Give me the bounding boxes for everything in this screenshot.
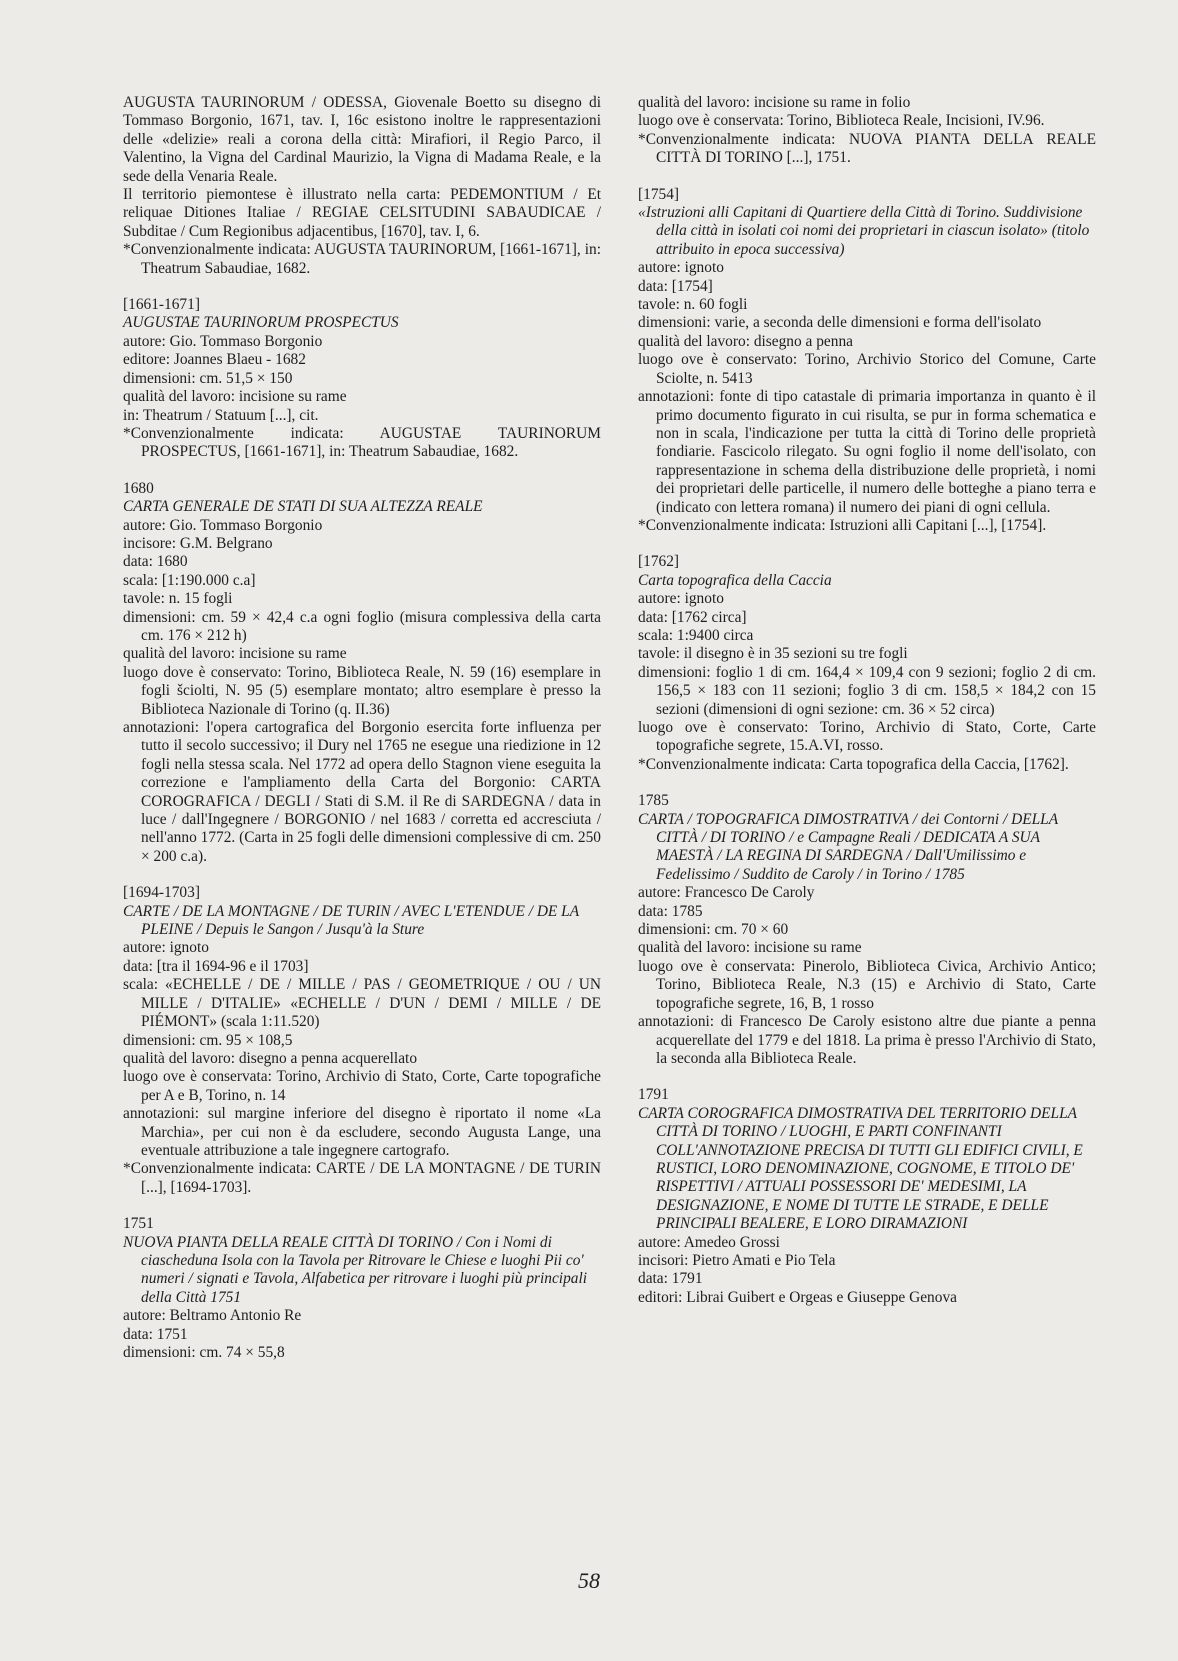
catalog-entry-1762	[638, 553, 1096, 774]
intro-block	[123, 94, 601, 278]
entry-date: 1791	[638, 1086, 669, 1104]
catalog-entry-1661	[123, 296, 601, 462]
entry-field: autore: Beltramo Antonio Re	[123, 1307, 302, 1325]
entry-title: CARTE / DE LA MONTAGNE / DE TURIN / AVEC L'ETENDUE / DE LA PLEINE / Depuis le Sangon / Jusqu'à la Sture	[123, 902, 579, 939]
entry-field: editore: Joannes Blaeu - 1682	[123, 351, 306, 369]
entry-field: qualità del lavoro: disegno a penna	[638, 332, 853, 350]
intro-paragraph: Il territorio piemontese è illustrato nella carta: PEDEMONTIUM / Et reliquae Ditiones Italiae / REGIAE CELSITUDINI SABAUDICAE / Subditae / Cum Regionibus adjacentibus, [1670], tav. I, 6.	[123, 186, 601, 240]
entry-field: data: [1762 circa]	[638, 608, 747, 626]
entry-annotation: annotazioni: fonte di tipo catastale di primaria importanza in quanto è il primo documento figurato in cui risulta, se pur in forma schematica e non in scala, l'indicazione per tutta la città di Torino delle proprietà fondiarie. Fascicolo rilegato. Su ogni foglio il nome dell'isolato, con rappresentazione in schema della distribuzione delle proprietà, i nomi dei proprietari delle particelle, il numero delle botteghe a piano terra e (indicato con lettera romana) il numero dei piani di ogni cellula.	[638, 388, 1096, 516]
entry-field: autore: Gio. Tommaso Borgonio	[123, 332, 323, 350]
entry-field: data: 1791	[638, 1270, 703, 1288]
entry-field: autore: Gio. Tommaso Borgonio	[123, 516, 323, 534]
intro-note: *Convenzionalmente indicata: AUGUSTA TAURINORUM, [1661-1671], in: Theatrum Sabaudiae, 1682.	[123, 241, 601, 277]
intro-paragraph: AUGUSTA TAURINORUM / ODESSA, Giovenale Boetto su disegno di Tommaso Borgonio, 1671, tav. I, 16c esistono inoltre le rappresentazioni delle «delizie» reali a corona della città: Mirafiori, il Regio Parco, il Valentino, la Vigna del Cardinal Maurizio, la Vigna di Madama Reale, e la sede della Venaria Reale.	[123, 94, 601, 185]
catalog-entry-1694	[123, 884, 601, 1197]
catalog-entry-1754	[638, 186, 1096, 536]
right-column	[638, 94, 1096, 1307]
entry-field: qualità del lavoro: incisione su rame in folio	[638, 94, 911, 111]
entry-field: luogo dove è conservato: Torino, Biblioteca Reale, N. 59 (16) esemplare in fogli šciolti, N. 95 (5) esemplare montato; altro esemplare è presso la Biblioteca Nazionale di Torino (q. II.36)	[123, 663, 601, 718]
entry-field: qualità del lavoro: incisione su rame	[123, 645, 347, 663]
entry-field: data: [tra il 1694-96 e il 1703]	[123, 957, 309, 975]
entry-title: NUOVA PIANTA DELLA REALE CITTÀ DI TORINO / Con i Nomi di ciascheduna Isola con la Tavola per Ritrovare le Chiese e luoghi Pii co' numeri / signati e Tavola, Alfabetica per ritrovare i luoghi più principali della Città 1751	[123, 1233, 588, 1306]
left-column	[123, 94, 601, 1362]
entry-title: «Istruzioni alli Capitani di Quartiere della Città di Torino. Suddivisione della città in isolati coi nomi dei proprietari in ciascun isolato» (titolo attribuito in epoca successiva)	[638, 204, 1090, 258]
entry-field: data: 1680	[123, 553, 188, 571]
entry-field: tavole: n. 15 fogli	[123, 590, 233, 608]
entry-title: CARTA GENERALE DE STATI DI SUA ALTEZZA REALE	[123, 498, 483, 516]
entry-field: luogo ove è conservata: Torino, Archivio di Stato, Corte, Carte topografiche per A e B, Torino, n. 14	[123, 1068, 601, 1104]
entry-field: in: Theatrum / Statuum [...], cit.	[123, 406, 319, 424]
entry-field: dimensioni: varie, a seconda delle dimensioni e forma dell'isolato	[638, 314, 1042, 332]
entry-field: data: 1785	[638, 902, 703, 920]
entry-field: autore: ignoto	[638, 590, 724, 608]
entry-field: luogo ove è conservato: Torino, Archivio Storico del Comune, Carte Sciolte, n. 5413	[638, 351, 1096, 387]
entry-field: autore: ignoto	[123, 939, 209, 957]
entry-field: luogo ove è conservata: Torino, Biblioteca Reale, Incisioni, IV.96.	[638, 112, 1045, 130]
entry-field: luogo ove è conservata: Pinerolo, Biblioteca Civica, Archivio Antico; Torino, Biblioteca Reale, N.3 (15) e Archivio di Stato, Carte topografiche segrete, 16, B, 1 rosso	[638, 957, 1096, 1012]
catalog-entry-1785	[638, 792, 1096, 1068]
entry-field: dimensioni: cm. 59 × 42,4 c.a ogni foglio (misura complessiva della carta cm. 176 × 212 h)	[123, 608, 601, 644]
entry-field: dimensioni: cm. 95 × 108,5	[123, 1031, 293, 1049]
entry-field: scala: «ECHELLE / DE / MILLE / PAS / GEOMETRIQUE / OU / UN MILLE / D'ITALIE» «ECHELLE / D'UN / DEMI / MILLE / DE PIÉMONT» (scala 1:11.520)	[123, 976, 601, 1031]
entry-field: qualità del lavoro: incisione su rame	[123, 388, 347, 406]
entry-field: autore: Francesco De Caroly	[638, 884, 815, 902]
entry-note: *Convenzionalmente indicata: Carta topografica della Caccia, [1762].	[638, 755, 1069, 773]
entry-annotation: annotazioni: di Francesco De Caroly esistono altre due piante a penna acquerellate del 1779 e del 1818. La prima è presso l'Archivio di Stato, la seconda alla Biblioteca Reale.	[638, 1013, 1096, 1067]
entry-field: incisore: G.M. Belgrano	[123, 534, 273, 552]
entry-field: qualità del lavoro: incisione su rame	[638, 939, 862, 957]
entry-field: dimensioni: cm. 51,5 × 150	[123, 369, 293, 387]
catalog-entry-1751	[123, 1215, 601, 1362]
entry-field: incisori: Pietro Amati e Pio Tela	[638, 1251, 836, 1269]
entry-field: tavole: n. 60 fogli	[638, 296, 748, 314]
entry-date: [1661-1671]	[123, 296, 200, 314]
entry-title: Carta topografica della Caccia	[638, 571, 832, 589]
entry-note: *Convenzionalmente indicata: NUOVA PIANTA DELLA REALE CITTÀ DI TORINO [...], 1751.	[638, 130, 1096, 167]
entry-field: data: [1754]	[638, 277, 713, 295]
continuation-block	[638, 94, 1096, 168]
entry-note: *Convenzionalmente indicata: AUGUSTAE TAURINORUM PROSPECTUS, [1661-1671], in: Theatrum Sabaudiae, 1682.	[123, 424, 601, 461]
entry-annotation: annotazioni: l'opera cartografica del Borgonio esercita forte influenza per tutto il secolo successivo; il Dury nel 1765 ne esegue una riedizione in 12 fogli nella stessa scala. Nel 1772 ad opera dello Stagnon viene eseguita la correzione e l'ampliamento della Carta del Borgonio: CARTA COROGRAFICA / DEGLI / Stati di S.M. il Re di SARDEGNA / data in luce / dall'Ingegnere / BORGONIO / nel 1683 / corretta ed accresciuta / nell'anno 1772. (Carta in 25 fogli delle dimensioni complessive di cm. 250 × 200 c.a).	[123, 719, 601, 865]
entry-field: data: 1751	[123, 1325, 188, 1343]
entry-field: autore: ignoto	[638, 259, 724, 277]
entry-field: scala: [1:190.000 c.a]	[123, 571, 256, 589]
entry-date: [1694-1703]	[123, 884, 200, 902]
entry-date: [1762]	[638, 553, 680, 571]
entry-date: 1680	[123, 479, 154, 497]
entry-title: CARTA / TOPOGRAFICA DIMOSTRATIVA / dei Contorni / DELLA CITTÀ / DI TORINO / e Campagne Reali / DEDICATA A SUA MAESTÀ / LA REGINA DI SARDEGNA / Dall'Umilissimo e Fedelissimo / Suddito de Caroly / in Torino / 1785	[638, 810, 1058, 883]
page-number: 58	[578, 1568, 600, 1593]
entry-field: autore: Amedeo Grossi	[638, 1233, 780, 1251]
entry-field: dimensioni: cm. 74 × 55,8	[123, 1344, 285, 1361]
catalog-entry-1680	[123, 480, 601, 867]
entry-annotation: annotazioni: sul margine inferiore del disegno è riportato il nome «La Marchia», per cui non è da escludere, secondo Augusta Lange, una eventuale attribuzione a tale ingegnere cartografo.	[123, 1105, 601, 1159]
entry-title: CARTA COROGRAFICA DIMOSTRATIVA DEL TERRITORIO DELLA CITTÀ DI TORINO / LUOGHI, E PARTI CONFINANTI COLL'ANNOTAZIONE PRECISA DI TUTTI GLI EDIFICI CIVILI, E RUSTICI, LORO DENOMINAZIONE, COGNOME, E TITOLO DE' RISPETTIVI / ATTUALI POSSESSORI DE' MEDESIMI, LA DESIGNAZIONE, E NOME DI TUTTE LE STRADE, E DELLE PRINCIPALI BEALERE, E LORO DIRAMAZIONI	[638, 1104, 1083, 1233]
entry-field: scala: 1:9400 circa	[638, 626, 754, 644]
entry-field: qualità del lavoro: disegno a penna acquerellato	[123, 1049, 418, 1067]
entry-date: [1754]	[638, 185, 680, 203]
entry-note: *Convenzionalmente indicata: Istruzioni alli Capitani [...], [1754].	[638, 516, 1047, 534]
entry-field: dimensioni: foglio 1 di cm. 164,4 × 109,4 con 9 sezioni; foglio 2 di cm. 156,5 × 183 con 11 sezioni; foglio 3 di cm. 158,5 × 184,2 con 15 sezioni (dimensioni di ogni sezione: cm. 36 × 52 circa)	[638, 663, 1096, 718]
entry-field: editori: Librai Guibert e Orgeas e Giuseppe Genova	[638, 1288, 957, 1306]
entry-field: luogo ove è conservato: Torino, Archivio di Stato, Corte, Carte topografiche segrete, 15.A.VI, rosso.	[638, 719, 1096, 755]
entry-title: AUGUSTAE TAURINORUM PROSPECTUS	[123, 314, 399, 332]
entry-note: *Convenzionalmente indicata: CARTE / DE LA MONTAGNE / DE TURIN [...], [1694-1703].	[123, 1160, 601, 1196]
entry-date: 1785	[638, 792, 669, 810]
entry-field: dimensioni: cm. 70 × 60	[638, 921, 789, 939]
catalog-entry-1791	[638, 1086, 1096, 1307]
entry-field: tavole: il disegno è in 35 sezioni su tre fogli	[638, 645, 908, 663]
entry-date: 1751	[123, 1215, 154, 1233]
